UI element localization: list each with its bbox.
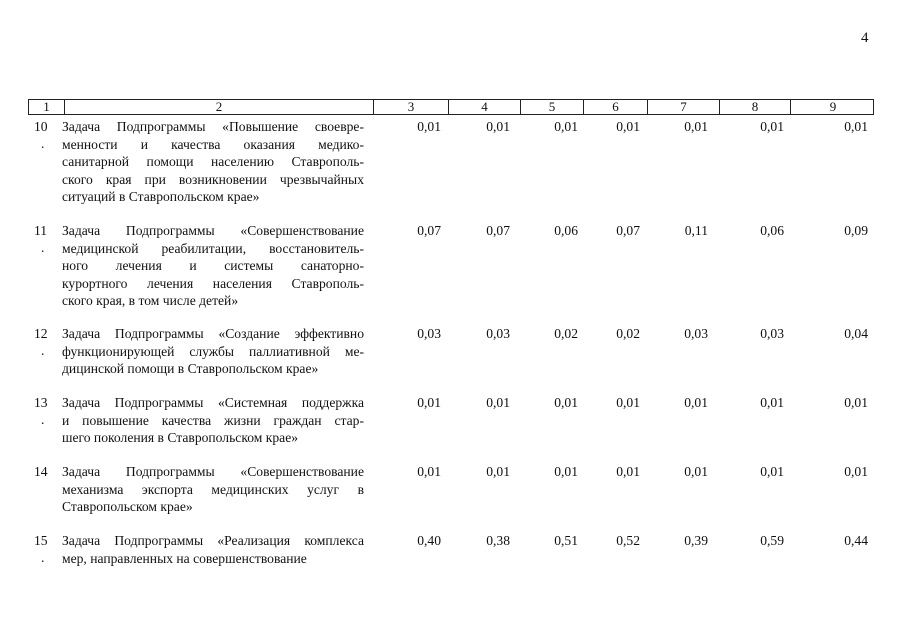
table-row xyxy=(28,118,874,210)
table-header-row xyxy=(28,99,874,115)
description-line: Задача Подпрограммы «Системная поддержка xyxy=(62,395,364,410)
value-cell-col-5: 0,01 xyxy=(554,119,578,134)
row-description xyxy=(62,532,364,567)
value-cell-col-7: 0,11 xyxy=(684,223,708,238)
column-header-7: 7 xyxy=(648,100,720,114)
value-cell-col-5: 0,51 xyxy=(554,533,578,548)
description-line: ного лечения и системы санаторно- xyxy=(62,258,364,273)
value-cell-col-3: 0,01 xyxy=(417,119,441,134)
column-header-3: 3 xyxy=(374,100,449,114)
description-line: ситуаций в Ставропольском крае» xyxy=(62,189,260,204)
value-cell-col-6: 0,01 xyxy=(616,395,640,410)
value-cell-col-4: 0,03 xyxy=(486,326,510,341)
description-line: и повышение качества жизни граждан стар- xyxy=(62,412,364,428)
description-line: функционирующей службы паллиативной ме- xyxy=(62,343,364,359)
table-row xyxy=(28,463,874,520)
value-cell-col-5: 0,06 xyxy=(554,223,578,238)
description-line: Ставропольском крае» xyxy=(62,499,193,514)
description-line: Задача Подпрограммы «Создание эффективно xyxy=(62,326,364,341)
description-line: ского края при возникновении чрезвычайных xyxy=(62,171,364,187)
table-row xyxy=(28,532,874,571)
row-number: 10 xyxy=(34,119,48,134)
value-cell-col-8: 0,01 xyxy=(760,464,784,479)
description-line: менности и качества оказания медико- xyxy=(62,136,364,152)
value-cell-col-6: 0,01 xyxy=(616,464,640,479)
value-cell-col-5: 0,02 xyxy=(554,326,578,341)
value-cell-col-9: 0,01 xyxy=(844,119,868,134)
row-number-dot: . xyxy=(41,550,45,565)
row-number-dot: . xyxy=(41,240,45,255)
row-description xyxy=(62,463,364,516)
description-line: ского края, в том числе детей» xyxy=(62,293,239,308)
description-line: санитарной помощи населению Ставрополь- xyxy=(62,154,364,169)
column-header-4: 4 xyxy=(449,100,521,114)
value-cell-col-9: 0,44 xyxy=(844,533,868,548)
description-line: дицинской помощи в Ставропольском крае» xyxy=(62,361,319,376)
row-number-dot: . xyxy=(41,412,45,427)
value-cell-col-7: 0,01 xyxy=(684,464,708,479)
column-header-6: 6 xyxy=(584,100,648,114)
value-cell-col-9: 0,04 xyxy=(844,326,868,341)
row-description xyxy=(62,222,364,310)
value-cell-col-3: 0,01 xyxy=(417,464,441,479)
row-number: 11 xyxy=(34,223,48,238)
row-description xyxy=(62,118,364,206)
value-cell-col-6: 0,01 xyxy=(616,119,640,134)
value-cell-col-3: 0,40 xyxy=(417,533,441,548)
value-cell-col-7: 0,01 xyxy=(684,395,708,410)
row-number: 15 xyxy=(34,533,48,548)
value-cell-col-7: 0,03 xyxy=(684,326,708,341)
value-cell-col-4: 0,01 xyxy=(486,464,510,479)
value-cell-col-4: 0,38 xyxy=(486,533,510,548)
column-header-5: 5 xyxy=(521,100,584,114)
value-cell-col-3: 0,01 xyxy=(417,395,441,410)
page-number: 4 xyxy=(861,30,869,46)
value-cell-col-5: 0,01 xyxy=(554,395,578,410)
row-description xyxy=(62,325,364,378)
description-line: механизма экспорта медицинских услуг в xyxy=(62,481,364,497)
value-cell-col-6: 0,52 xyxy=(616,533,640,548)
value-cell-col-3: 0,03 xyxy=(417,326,441,341)
row-number: 12 xyxy=(34,326,48,341)
description-line: курортного лечения населения Ставрополь- xyxy=(62,275,364,291)
description-line: мер, направленных на совершенствование xyxy=(62,550,307,566)
description-line: Задача Подпрограммы «Реализация комплекса xyxy=(62,533,364,548)
description-line: Задача Подпрограммы «Повышение своевре- xyxy=(62,119,364,134)
description-line: Задача Подпрограммы «Совершенствование xyxy=(62,223,364,238)
row-number-dot: . xyxy=(41,343,45,358)
table-row xyxy=(28,325,874,382)
row-number: 13 xyxy=(34,395,48,410)
value-cell-col-8: 0,03 xyxy=(760,326,784,341)
value-cell-col-6: 0,07 xyxy=(616,223,640,238)
column-header-8: 8 xyxy=(720,100,791,114)
row-description xyxy=(62,394,364,447)
description-line: Задача Подпрограммы «Совершенствование xyxy=(62,464,364,479)
table-row xyxy=(28,222,874,314)
value-cell-col-8: 0,59 xyxy=(760,533,784,548)
value-cell-col-7: 0,39 xyxy=(684,533,708,548)
value-cell-col-9: 0,09 xyxy=(844,223,868,238)
column-header-2: 2 xyxy=(65,100,374,114)
value-cell-col-7: 0,01 xyxy=(684,119,708,134)
value-cell-col-6: 0,02 xyxy=(616,326,640,341)
value-cell-col-4: 0,07 xyxy=(486,223,510,238)
value-cell-col-8: 0,06 xyxy=(760,223,784,238)
value-cell-col-3: 0,07 xyxy=(417,223,441,238)
row-number: 14 xyxy=(34,464,48,479)
value-cell-col-9: 0,01 xyxy=(844,395,868,410)
value-cell-col-8: 0,01 xyxy=(760,395,784,410)
value-cell-col-9: 0,01 xyxy=(844,464,868,479)
value-cell-col-5: 0,01 xyxy=(554,464,578,479)
description-line: шего поколения в Ставропольском крае» xyxy=(62,430,299,445)
column-header-1: 1 xyxy=(29,100,65,114)
value-cell-col-4: 0,01 xyxy=(486,395,510,410)
description-line: медицинской реабилитации, восстановитель- xyxy=(62,240,364,256)
value-cell-col-4: 0,01 xyxy=(486,119,510,134)
table-row xyxy=(28,394,874,451)
column-header-9: 9 xyxy=(829,99,837,114)
row-number-dot: . xyxy=(41,136,45,151)
value-cell-col-8: 0,01 xyxy=(760,119,784,134)
